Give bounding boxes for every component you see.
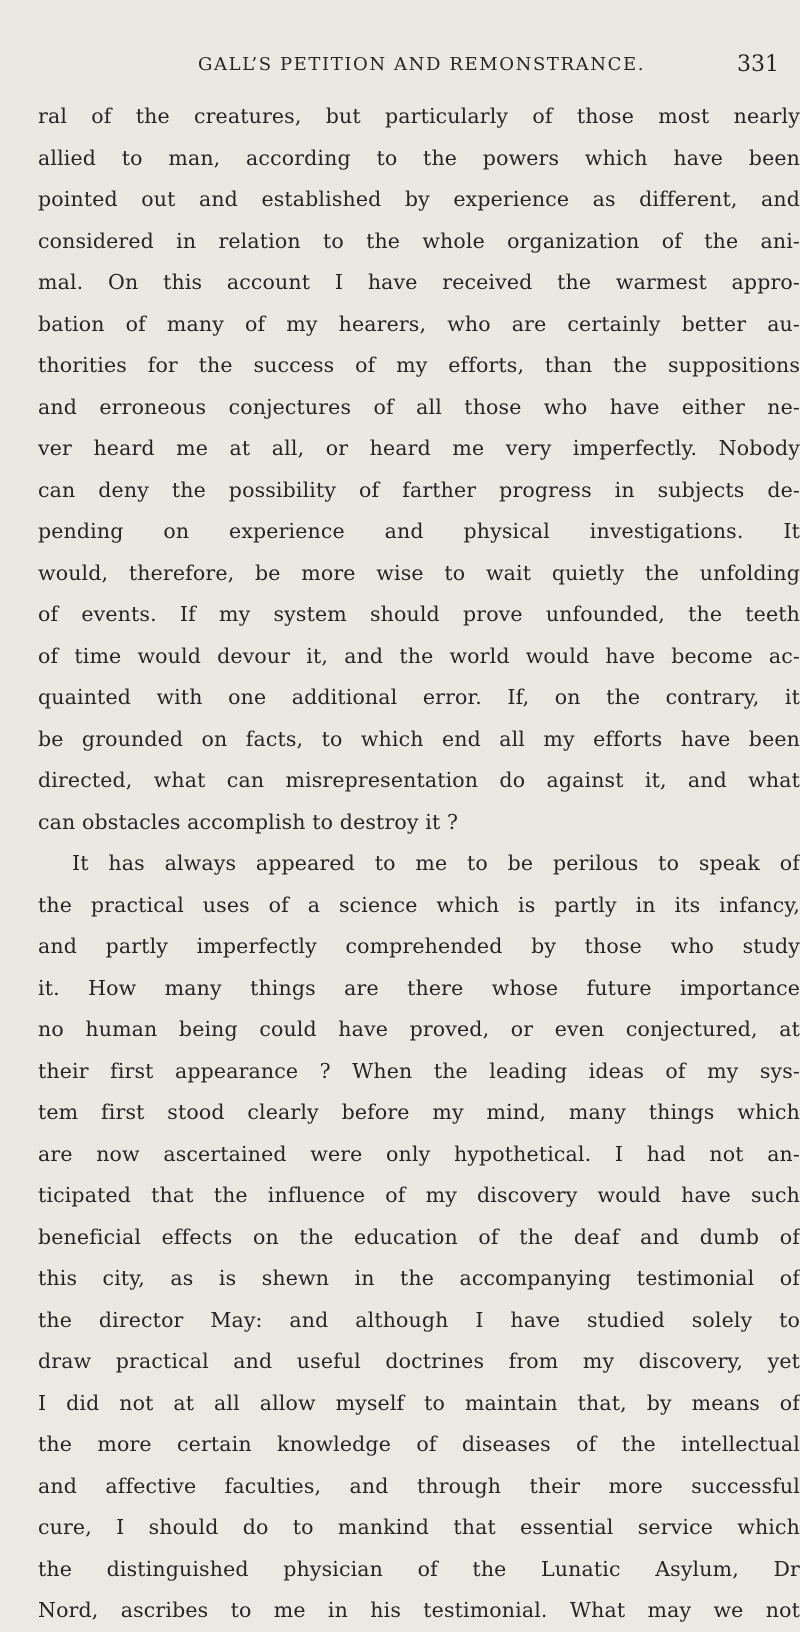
running-title: GALL’S PETITION AND REMONSTRANCE. — [198, 54, 646, 75]
text-line: and partly imperfectly comprehended by those who study — [38, 934, 800, 958]
text-line: the director May: and although I have studied solely to — [38, 1307, 800, 1332]
text-line: ver heard me at all, or heard me very imperfectly. Nobody — [38, 436, 800, 460]
text-line: the distinguished physician of the Lunatic Asylum, Dr — [38, 1556, 800, 1581]
text-line: be grounded on facts, to which end all my efforts have been — [38, 726, 800, 751]
text-line: I did not at all allow myself to maintain that, by means of — [38, 1390, 800, 1415]
text-line: pending on experience and physical investigations. It — [38, 519, 800, 543]
text-line: considered in relation to the whole organization of the ani- — [38, 228, 800, 253]
text-line: it. How many things are there whose future importance — [38, 975, 800, 1000]
body-text — [38, 96, 800, 1632]
text-line: would, therefore, be more wise to wait quietly the unfolding — [38, 560, 800, 585]
text-line: the more certain knowledge of diseases of the intellectual — [38, 1432, 800, 1456]
text-line: It has always appeared to me to be perilous to speak of — [72, 851, 800, 875]
text-line: ticipated that the influence of my discovery would have such — [38, 1183, 800, 1207]
text-line: of time would devour it, and the world would have become ac- — [38, 643, 800, 668]
text-line: draw practical and useful doctrines from my discovery, yet — [38, 1349, 800, 1373]
text-line: mal. On this account I have received the warmest appro- — [38, 270, 800, 294]
page-number: 331 — [737, 52, 779, 77]
text-line: this city, as is shewn in the accompanying testimonial of — [38, 1266, 800, 1290]
paragraph — [38, 96, 800, 843]
text-line: are now ascertained were only hypothetical. I had not an- — [38, 1141, 800, 1166]
text-line: can obstacles accomplish to destroy it ? — [38, 809, 459, 834]
text-line: beneficial effects on the education of the deaf and dumb of — [38, 1224, 800, 1249]
running-head — [0, 54, 800, 88]
paragraph — [38, 843, 800, 1632]
text-line: directed, what can misrepresentation do against it, and what — [38, 768, 800, 792]
text-line: the practical uses of a science which is partly in its infancy, — [38, 892, 800, 917]
text-line: bation of many of my hearers, who are certainly better au- — [38, 311, 800, 336]
text-line: Nord, ascribes to me in his testimonial. What may we not — [38, 1598, 800, 1622]
text-line: allied to man, according to the powers which have been — [38, 145, 800, 170]
text-line: no human being could have proved, or even conjectured, at — [38, 1017, 800, 1041]
text-line: ral of the creatures, but particularly of those most nearly — [38, 104, 800, 128]
text-line: can deny the possibility of farther progress in subjects de- — [38, 477, 800, 502]
text-line: and affective faculties, and through their more successful — [38, 1473, 800, 1498]
text-line: cure, I should do to mankind that essential service which — [38, 1515, 800, 1539]
text-line: their first appearance ? When the leading ideas of my sys- — [38, 1058, 800, 1083]
text-line: of events. If my system should prove unfounded, the teeth — [38, 602, 800, 626]
text-line: and erroneous conjectures of all those who have either ne- — [38, 394, 800, 419]
text-line: pointed out and established by experience as different, and — [38, 187, 800, 211]
text-line: quainted with one additional error. If, on the contrary, it — [38, 685, 800, 709]
text-line: tem first stood clearly before my mind, many things which — [38, 1100, 800, 1124]
text-line: thorities for the success of my efforts, than the suppositions — [38, 353, 800, 377]
